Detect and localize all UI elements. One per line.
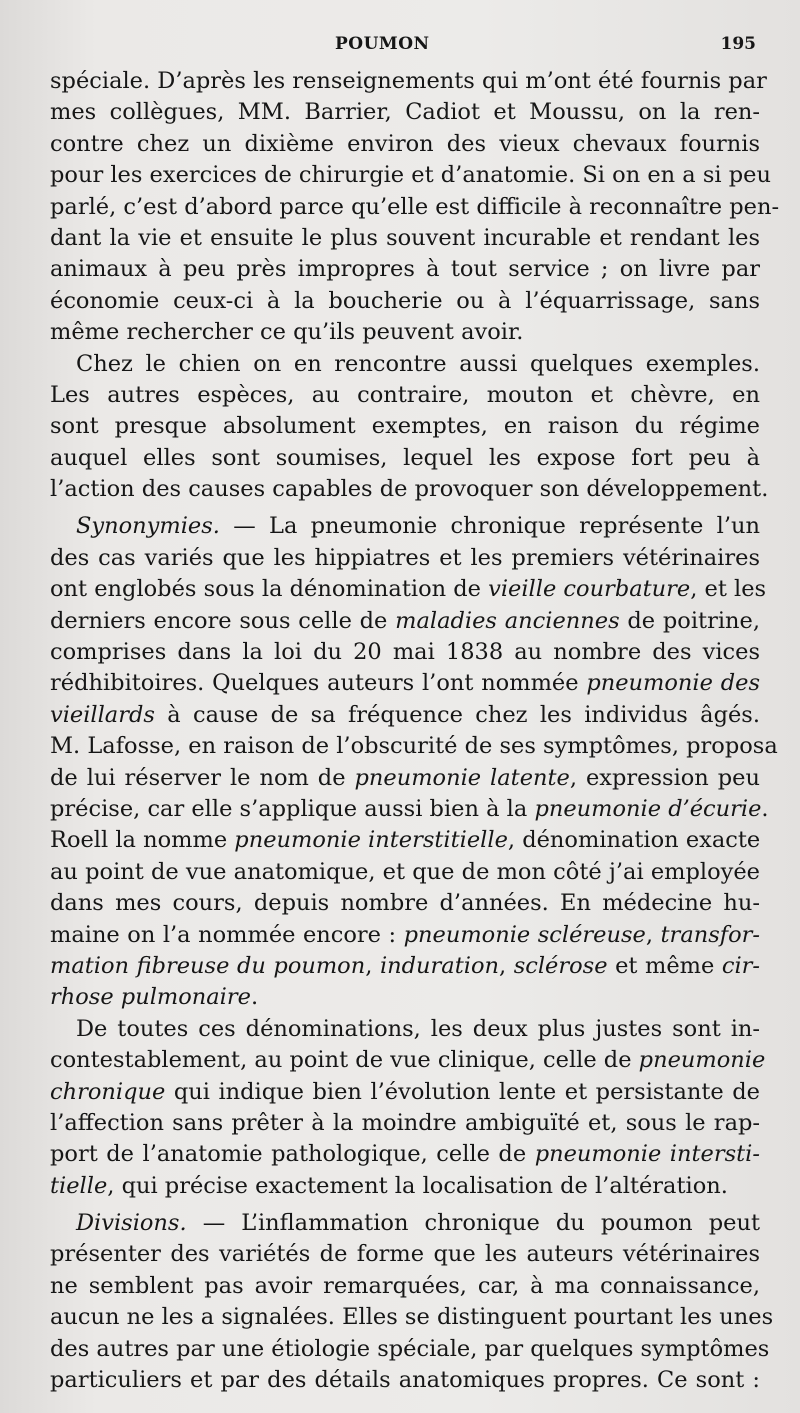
text-line: aucun ne les a signalées. Elles se distinguent pourtant les unes bbox=[50, 1304, 774, 1331]
text-line: M. Lafosse, en raison de l’obscurité de ses symptômes, proposa bbox=[50, 733, 778, 760]
paragraph bbox=[50, 1014, 766, 1202]
text-line: ne semblent pas avoir remarquées, car, à ma connaissance, bbox=[50, 1272, 760, 1299]
text-line: pour les exercices de chirurgie et d’anatomie. Si on en a si peu bbox=[50, 162, 771, 189]
text-line: particuliers et par des détails anatomiques propres. Ce sont : bbox=[50, 1367, 760, 1394]
text-line: auquel elles sont soumises, lequel les expose fort peu à bbox=[50, 444, 760, 471]
text-line: économie ceux-ci à la boucherie ou à l’équarrissage, sans bbox=[50, 287, 760, 314]
text-line: Divisions. — L’inflammation chronique du poumon peut bbox=[76, 1210, 760, 1237]
text-line: Les autres espèces, au contraire, mouton et chèvre, en bbox=[50, 381, 760, 408]
text-line: au point de vue anatomique, et que de mon côté j’ai employée bbox=[50, 858, 760, 885]
text-line: De toutes ces dénominations, les deux plus justes sont in- bbox=[76, 1015, 760, 1042]
text-line: dant la vie et ensuite le plus souvent incurable et rendant les bbox=[50, 224, 760, 251]
text-line: Chez le chien on en rencontre aussi quelques exemples. bbox=[76, 350, 760, 377]
text-line: parlé, c’est d’abord parce qu’elle est difficile à reconnaître pen- bbox=[50, 193, 780, 220]
text-line: tielle, qui précise exactement la localisation de l’altération. bbox=[50, 1172, 728, 1199]
text-line: ont englobés sous la dénomination de vieille courbature, et les bbox=[50, 576, 767, 603]
text-line: port de l’anatomie pathologique, celle de pneumonie intersti- bbox=[50, 1141, 760, 1168]
text-line: précise, car elle s’applique aussi bien à la pneumonie d’écurie. bbox=[50, 795, 769, 822]
text-line: mes collègues, MM. Barrier, Cadiot et Moussu, on la ren- bbox=[50, 99, 760, 126]
paragraph bbox=[50, 66, 780, 349]
text-line: animaux à peu près impropres à tout service ; on livre par bbox=[50, 256, 760, 283]
running-title: POUMON bbox=[335, 34, 430, 54]
page-number: 195 bbox=[720, 34, 756, 54]
text-line: des cas variés que les hippiatres et les premiers vétérinaires bbox=[50, 544, 760, 571]
paragraph-divisions bbox=[50, 1208, 774, 1396]
text-line: maine on l’a nommée encore : pneumonie scléreuse, transfor- bbox=[50, 921, 760, 948]
paragraph-synonymies bbox=[50, 511, 778, 1013]
text-line: des autres par une étiologie spéciale, par quelques symptômes bbox=[50, 1335, 770, 1362]
page-header bbox=[50, 34, 756, 60]
text-line: même rechercher ce qu’ils peuvent avoir. bbox=[50, 319, 524, 346]
text-line: l’affection sans prêter à la moindre ambiguïté et, sous le rap- bbox=[50, 1109, 760, 1136]
text-line: contestablement, au point de vue clinique, celle de pneumonie bbox=[50, 1047, 766, 1074]
text-line: contre chez un dixième environ des vieux chevaux fournis bbox=[50, 130, 760, 157]
text-line: comprises dans la loi du 20 mai 1838 au nombre des vices bbox=[50, 639, 760, 666]
paragraph bbox=[50, 349, 769, 506]
text-line: de lui réserver le nom de pneumonie latente, expression peu bbox=[50, 764, 760, 791]
text-line: sont presque absolument exemptes, en raison du régime bbox=[50, 413, 760, 440]
text-line: chronique qui indique bien l’évolution lente et persistante de bbox=[50, 1078, 760, 1105]
text-line: spéciale. D’après les renseignements qui m’ont été fournis par bbox=[50, 68, 767, 94]
text-line: derniers encore sous celle de maladies anciennes de poitrine, bbox=[50, 607, 760, 634]
text-line: Synonymies. — La pneumonie chronique représente l’un bbox=[76, 513, 760, 540]
text-line: rhose pulmonaire. bbox=[50, 984, 259, 1011]
text-line: dans mes cours, depuis nombre d’années. En médecine hu- bbox=[50, 890, 760, 917]
text-line: présenter des variétés de forme que les auteurs vétérinaires bbox=[50, 1241, 760, 1268]
text-line: mation fibreuse du poumon, induration, sclérose et même cir- bbox=[50, 952, 761, 979]
text-line: rédhibitoires. Quelques auteurs l’ont nommée pneumonie des bbox=[50, 670, 760, 697]
text-line: l’action des causes capables de provoquer son développement. bbox=[50, 476, 769, 503]
text-line: vieillards à cause de sa fréquence chez les individus âgés. bbox=[50, 701, 760, 728]
body-text bbox=[50, 66, 780, 1396]
text-line: Roell la nomme pneumonie interstitielle, dénomination exacte bbox=[50, 827, 761, 854]
